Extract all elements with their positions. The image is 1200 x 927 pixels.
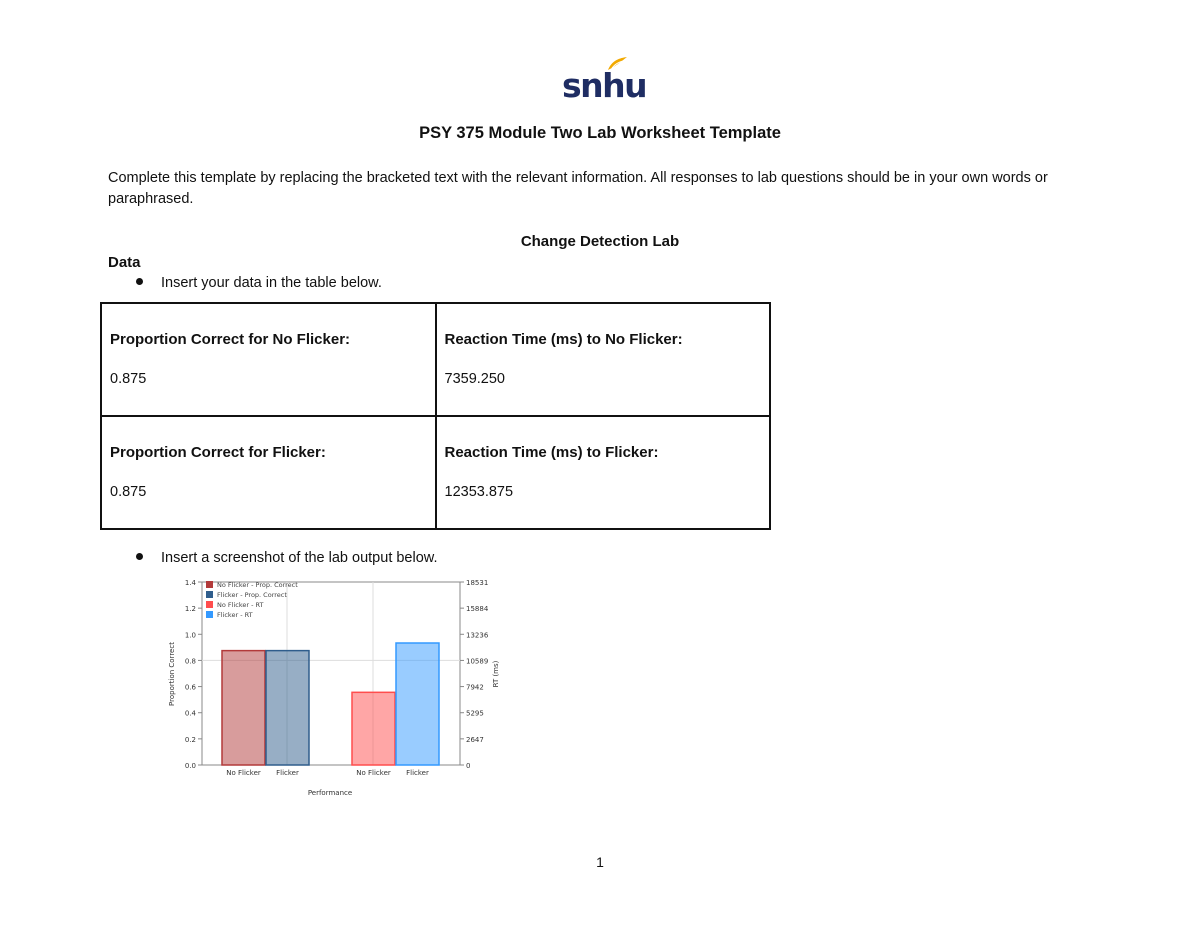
section-heading: Data: [108, 254, 141, 271]
y-tick-label-left: 0.8: [184, 657, 196, 666]
x-axis-label: Performance: [307, 789, 353, 797]
y-tick-label-left: 1.0: [184, 631, 196, 640]
y-tick-label-right: 15884: [466, 605, 489, 614]
page-number: 1: [596, 854, 604, 870]
y-tick-label-left: 1.4: [184, 579, 196, 587]
cell-label: Proportion Correct for Flicker:: [110, 444, 326, 461]
y-tick-label-right: 2647: [466, 735, 484, 744]
cell-value: 0.875: [110, 484, 147, 500]
bullet-text: Insert a screenshot of the lab output below.: [161, 550, 438, 566]
logo-text: snhu: [562, 66, 647, 105]
x-tick-label: No Flicker: [356, 769, 391, 777]
snhu-logo: [562, 56, 647, 105]
table-row: [101, 416, 770, 529]
legend-swatch: [206, 591, 213, 598]
document-title: PSY 375 Module Two Lab Worksheet Template: [419, 124, 781, 142]
x-tick-label: Flicker: [276, 769, 299, 777]
y-tick-label-right: 5295: [466, 709, 484, 718]
legend-label: No Flicker - Prop. Correct: [217, 581, 298, 589]
y-tick-label-right: 0: [466, 762, 471, 770]
bullet-item: [136, 275, 382, 291]
cell-label: Reaction Time (ms) to No Flicker:: [444, 331, 683, 348]
bullet-icon: [136, 278, 143, 285]
bar: [266, 651, 309, 765]
cell-value: 12353.875: [444, 484, 514, 500]
y-tick-label-right: 18531: [466, 579, 489, 587]
legend-label: Flicker - RT: [217, 611, 253, 619]
bullet-text: Insert your data in the table below.: [161, 275, 382, 291]
table-cell: [101, 303, 436, 416]
y-tick-label-left: 0.4: [184, 709, 196, 718]
legend-swatch: [206, 601, 213, 608]
y-tick-label-right: 10589: [466, 657, 489, 666]
legend-label: No Flicker - RT: [217, 601, 264, 609]
table-cell: [436, 416, 771, 529]
intro-paragraph: Complete this template by replacing the bracketed text with the relevant information. All responses to lab questions should be in your own words or paraphrased.: [108, 170, 1048, 207]
legend-label: Flicker - Prop. Correct: [217, 591, 287, 599]
bullet-icon: [136, 553, 143, 560]
cell-label: Reaction Time (ms) to Flicker:: [444, 444, 659, 461]
y-axis-label-right: RT (ms): [492, 660, 500, 688]
lab-output-chart: [160, 574, 520, 804]
table-cell: [101, 416, 436, 529]
data-table: [100, 302, 771, 530]
bar: [352, 692, 395, 765]
y-tick-label-right: 7942: [466, 683, 484, 692]
legend-swatch: [206, 611, 213, 618]
lab-title: Change Detection Lab: [520, 233, 680, 250]
y-tick-label-right: 13236: [466, 631, 489, 640]
x-tick-label: Flicker: [406, 769, 429, 777]
bar: [396, 643, 439, 765]
y-tick-label-left: 0.6: [184, 683, 196, 692]
cell-value: 7359.250: [444, 371, 505, 387]
bullet-item: [136, 550, 437, 566]
legend-swatch: [206, 581, 213, 588]
y-axis-label-left: Proportion Correct: [168, 642, 176, 706]
bar: [222, 651, 265, 765]
x-tick-label: No Flicker: [226, 769, 261, 777]
y-tick-label-left: 1.2: [184, 605, 196, 614]
cell-label: Proportion Correct for No Flicker:: [110, 331, 351, 348]
y-tick-label-left: 0.0: [184, 762, 196, 770]
y-tick-label-left: 0.2: [184, 735, 196, 744]
table-row: [101, 303, 770, 416]
table-cell: [436, 303, 771, 416]
cell-value: 0.875: [110, 371, 147, 387]
